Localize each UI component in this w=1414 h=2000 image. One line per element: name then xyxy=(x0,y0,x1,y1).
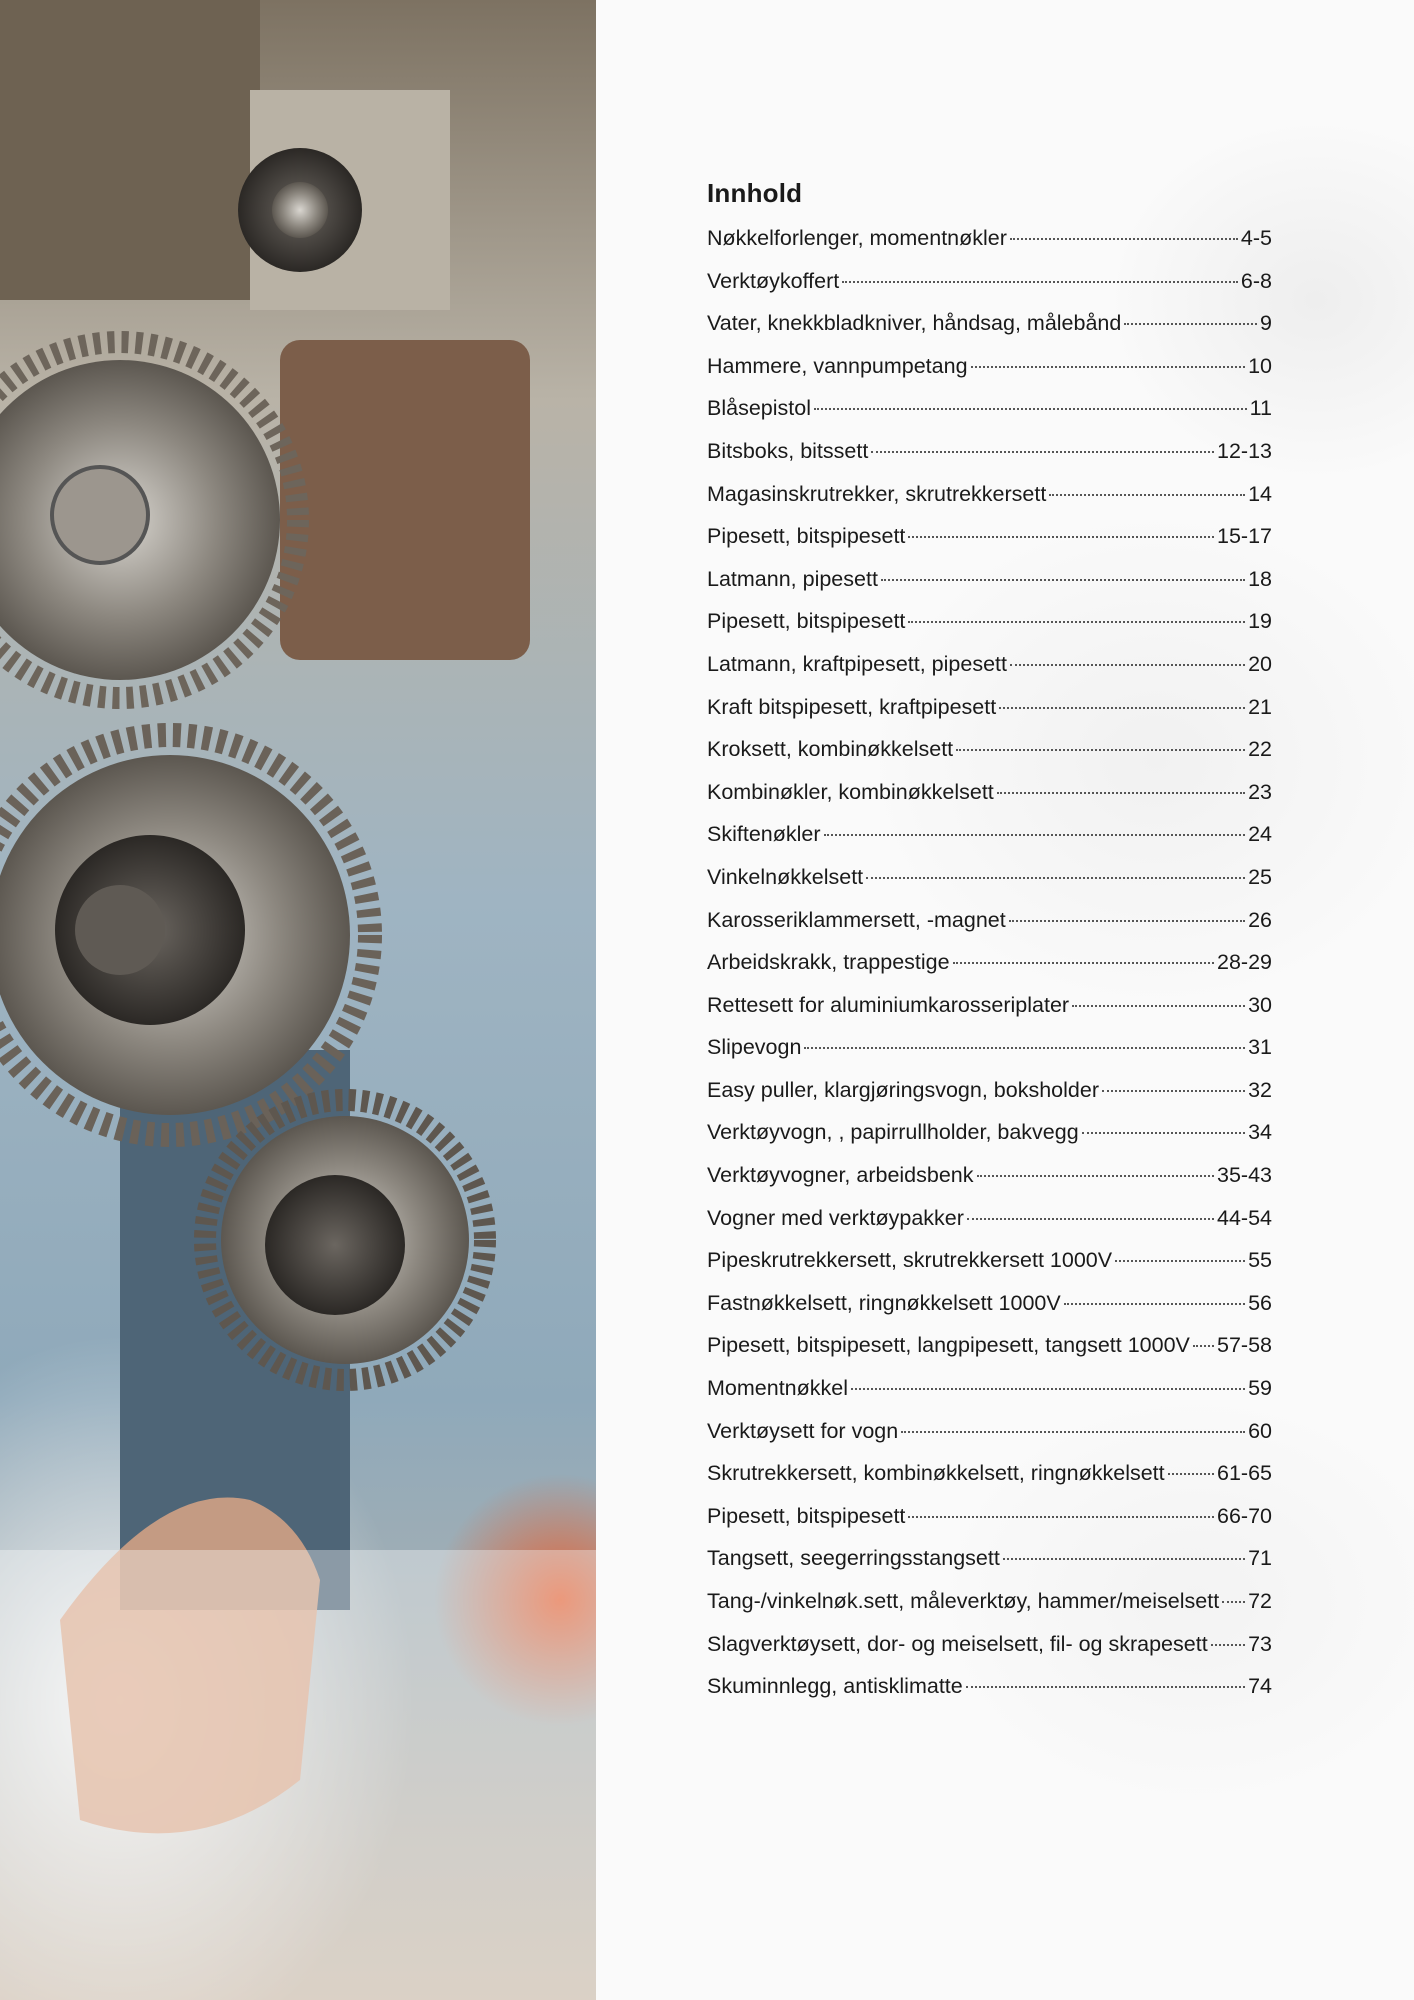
toc-entry xyxy=(707,1623,1272,1666)
toc-leader-dots xyxy=(1102,1090,1245,1092)
toc-entry xyxy=(707,1580,1272,1623)
toc-entry-title: Tang-/vinkelnøk.sett, måleverktøy, hammer/meiselsett xyxy=(707,1589,1220,1613)
toc-leader-dots xyxy=(1193,1345,1214,1347)
toc-entry xyxy=(707,1026,1272,1069)
toc-entry-page: 9 xyxy=(1260,311,1272,336)
toc-entry-page: 21 xyxy=(1248,694,1272,719)
toc-entry-title: Vinkelnøkkelsett xyxy=(707,864,864,889)
toc-entry-title: Skuminnlegg, antisklimatte xyxy=(707,1674,963,1699)
toc-entry xyxy=(707,1324,1272,1367)
toc-entry-title: Nøkkelforlenger, momentnøkler xyxy=(707,226,1007,250)
toc-leader-dots xyxy=(1009,920,1245,922)
toc-leader-dots xyxy=(1010,238,1238,240)
toc-entry-title: Skrutrekkersett, kombinøkkelsett, ringnøkkelsett xyxy=(707,1461,1165,1486)
toc-entry-title: Pipesett, bitspipesett, langpipesett, tangsett 1000V xyxy=(707,1333,1190,1358)
toc-entry-page: 72 xyxy=(1248,1589,1272,1613)
toc-entry-title: Verktøyvogner, arbeidsbenk xyxy=(707,1163,974,1188)
toc-leader-dots xyxy=(908,536,1214,538)
toc-entry xyxy=(707,856,1272,899)
toc-entry xyxy=(707,1367,1272,1410)
toc-entry-page: 6-8 xyxy=(1240,268,1272,293)
toc-leader-dots xyxy=(1168,1473,1214,1475)
toc-entry-page: 24 xyxy=(1248,822,1272,847)
toc-leader-dots xyxy=(1003,1558,1245,1560)
toc-entry-page: 74 xyxy=(1248,1674,1272,1699)
toc-entry-page: 31 xyxy=(1248,1035,1272,1060)
toc-entry xyxy=(707,515,1272,558)
toc-entry-title: Latmann, kraftpipesett, pipesett xyxy=(707,651,1007,676)
toc-entry-page: 34 xyxy=(1248,1120,1272,1145)
toc-entry xyxy=(707,984,1272,1027)
toc-entry-page: 73 xyxy=(1248,1631,1272,1656)
toc-list xyxy=(707,217,1272,1708)
pulley-hub xyxy=(272,182,328,238)
table-of-contents xyxy=(707,178,1272,1708)
toc-leader-dots xyxy=(842,281,1238,283)
gears-illustration xyxy=(0,0,596,2000)
toc-entry xyxy=(707,217,1272,260)
toc-entry-page: 23 xyxy=(1248,779,1272,804)
toc-entry-title: Hammere, vannpumpetang xyxy=(707,353,968,378)
toc-entry xyxy=(707,1069,1272,1112)
toc-entry-page: 44-54 xyxy=(1217,1205,1272,1230)
toc-entry xyxy=(707,1239,1272,1282)
toc-entry-page: 35-43 xyxy=(1217,1163,1272,1188)
toc-entry-page: 10 xyxy=(1248,353,1272,378)
toc-entry-page: 18 xyxy=(1248,566,1272,591)
toc-entry xyxy=(707,302,1272,345)
toc-entry xyxy=(707,1452,1272,1495)
toc-entry xyxy=(707,728,1272,771)
toc-entry xyxy=(707,1197,1272,1240)
toc-entry-title: Blåsepistol xyxy=(707,396,811,421)
toc-entry-page: 56 xyxy=(1248,1290,1272,1315)
blur-overlay xyxy=(0,1550,596,2000)
hex-nut-upper xyxy=(52,467,148,563)
toc-leader-dots xyxy=(901,1431,1245,1433)
toc-leader-dots xyxy=(824,834,1246,836)
toc-entry-title: Karosseriklammersett, -magnet xyxy=(707,907,1006,932)
toc-leader-dots xyxy=(814,408,1247,410)
toc-leader-dots xyxy=(1064,1303,1245,1305)
machine-frame xyxy=(0,0,260,300)
toc-leader-dots xyxy=(866,877,1245,879)
toc-leader-dots xyxy=(997,792,1245,794)
toc-entry xyxy=(707,813,1272,856)
toc-entry-title: Momentnøkkel xyxy=(707,1376,848,1401)
toc-entry xyxy=(707,430,1272,473)
toc-entry xyxy=(707,558,1272,601)
toc-entry-title: Magasinskrutrekker, skrutrekkersett xyxy=(707,481,1047,506)
toc-leader-dots xyxy=(1124,323,1257,325)
toc-entry-title: Pipesett, bitspipesett xyxy=(707,609,906,634)
toc-entry xyxy=(707,899,1272,942)
toc-leader-dots xyxy=(966,1686,1245,1688)
toc-entry xyxy=(707,1665,1272,1708)
toc-entry-page: 26 xyxy=(1248,907,1272,932)
toc-entry-title: Verktøykoffert xyxy=(707,268,840,293)
toc-entry-title: Verktøyvogn, , papirrullholder, bakvegg xyxy=(707,1120,1079,1145)
toc-entry-title: Rettesett for aluminiumkarosseriplater xyxy=(707,992,1070,1017)
toc-heading: Innhold xyxy=(707,178,803,208)
toc-entry xyxy=(707,1537,1272,1580)
toc-entry xyxy=(707,686,1272,729)
toc-entry-title: Tangsett, seegerringsstangsett xyxy=(707,1546,1000,1571)
toc-entry xyxy=(707,941,1272,984)
toc-entry xyxy=(707,473,1272,516)
toc-entry-page: 19 xyxy=(1248,609,1272,634)
toc-leader-dots xyxy=(908,621,1245,623)
toc-entry-title: Arbeidskrakk, trappestige xyxy=(707,950,950,975)
toc-entry-page: 71 xyxy=(1248,1546,1272,1571)
toc-leader-dots xyxy=(851,1388,1245,1390)
toc-entry-page: 55 xyxy=(1248,1248,1272,1273)
toc-entry-title: Skiftenøkler xyxy=(707,822,821,847)
toc-leader-dots xyxy=(977,1175,1214,1177)
toc-entry xyxy=(707,1111,1272,1154)
toc-leader-dots xyxy=(1115,1260,1245,1262)
toc-leader-dots xyxy=(971,366,1246,368)
toc-entry-title: Vogner med verktøypakker xyxy=(707,1205,964,1230)
gear-bearing-lower xyxy=(265,1175,405,1315)
toc-entry-page: 4-5 xyxy=(1240,226,1272,250)
toc-entry-page: 25 xyxy=(1248,864,1272,889)
toc-entry xyxy=(707,643,1272,686)
toc-leader-dots xyxy=(908,1516,1214,1518)
toc-entry-page: 57-58 xyxy=(1217,1333,1272,1358)
toc-entry xyxy=(707,1154,1272,1197)
toc-leader-dots xyxy=(1049,494,1245,496)
toc-entry-page: 60 xyxy=(1248,1418,1272,1443)
toc-entry-page: 66-70 xyxy=(1217,1503,1272,1528)
toc-leader-dots xyxy=(999,707,1245,709)
toc-entry xyxy=(707,1495,1272,1538)
toc-entry-page: 30 xyxy=(1248,992,1272,1017)
toc-entry xyxy=(707,1282,1272,1325)
toc-entry-page: 22 xyxy=(1248,737,1272,762)
toc-leader-dots xyxy=(1211,1644,1245,1646)
toc-entry-title: Easy puller, klargjøringsvogn, boksholder xyxy=(707,1077,1099,1102)
toc-leader-dots xyxy=(953,962,1214,964)
toc-entry-page: 59 xyxy=(1248,1376,1272,1401)
toc-entry xyxy=(707,345,1272,388)
toc-entry-page: 11 xyxy=(1249,396,1272,421)
toc-entry-title: Kombinøkler, kombinøkkelsett xyxy=(707,779,994,804)
toc-entry xyxy=(707,387,1272,430)
toc-entry-title: Pipesett, bitspipesett xyxy=(707,1503,906,1528)
gears-photo xyxy=(0,0,596,2000)
toc-leader-dots xyxy=(956,749,1245,751)
toc-entry-title: Bitsboks, bitssett xyxy=(707,438,869,463)
toc-leader-dots xyxy=(967,1218,1214,1220)
toc-entry-title: Slagverktøysett, dor- og meiselsett, fil- og skrapesett xyxy=(707,1631,1208,1656)
bracket-plate xyxy=(280,340,530,660)
toc-entry-title: Verktøysett for vogn xyxy=(707,1418,899,1443)
toc-leader-dots xyxy=(1082,1132,1245,1134)
toc-entry xyxy=(707,1410,1272,1453)
toc-leader-dots xyxy=(1010,664,1245,666)
toc-leader-dots xyxy=(1222,1601,1245,1603)
toc-entry-title: Vater, knekkbladkniver, håndsag, målebånd xyxy=(707,311,1122,336)
toc-entry-page: 61-65 xyxy=(1217,1461,1272,1486)
toc-entry-title: Slipevogn xyxy=(707,1035,802,1060)
toc-entry xyxy=(707,260,1272,303)
toc-entry-page: 15-17 xyxy=(1217,524,1272,549)
hex-bolt-middle xyxy=(75,885,165,975)
toc-entry-title: Pipesett, bitspipesett xyxy=(707,524,906,549)
toc-entry-page: 14 xyxy=(1248,481,1272,506)
toc-leader-dots xyxy=(871,451,1214,453)
toc-entry-title: Fastnøkkelsett, ringnøkkelsett 1000V xyxy=(707,1290,1061,1315)
toc-leader-dots xyxy=(1072,1005,1245,1007)
toc-entry-title: Pipeskrutrekkersett, skrutrekkersett 1000V xyxy=(707,1248,1113,1273)
toc-entry xyxy=(707,600,1272,643)
toc-entry xyxy=(707,771,1272,814)
toc-entry-title: Kroksett, kombinøkkelsett xyxy=(707,737,954,762)
toc-entry-page: 20 xyxy=(1248,651,1272,676)
toc-entry-title: Latmann, pipesett xyxy=(707,566,878,591)
toc-entry-page: 28-29 xyxy=(1217,950,1272,975)
toc-leader-dots xyxy=(804,1047,1245,1049)
toc-entry-page: 32 xyxy=(1248,1077,1272,1102)
toc-leader-dots xyxy=(881,579,1245,581)
toc-entry-title: Kraft bitspipesett, kraftpipesett xyxy=(707,694,997,719)
toc-entry-page: 12-13 xyxy=(1217,438,1272,463)
